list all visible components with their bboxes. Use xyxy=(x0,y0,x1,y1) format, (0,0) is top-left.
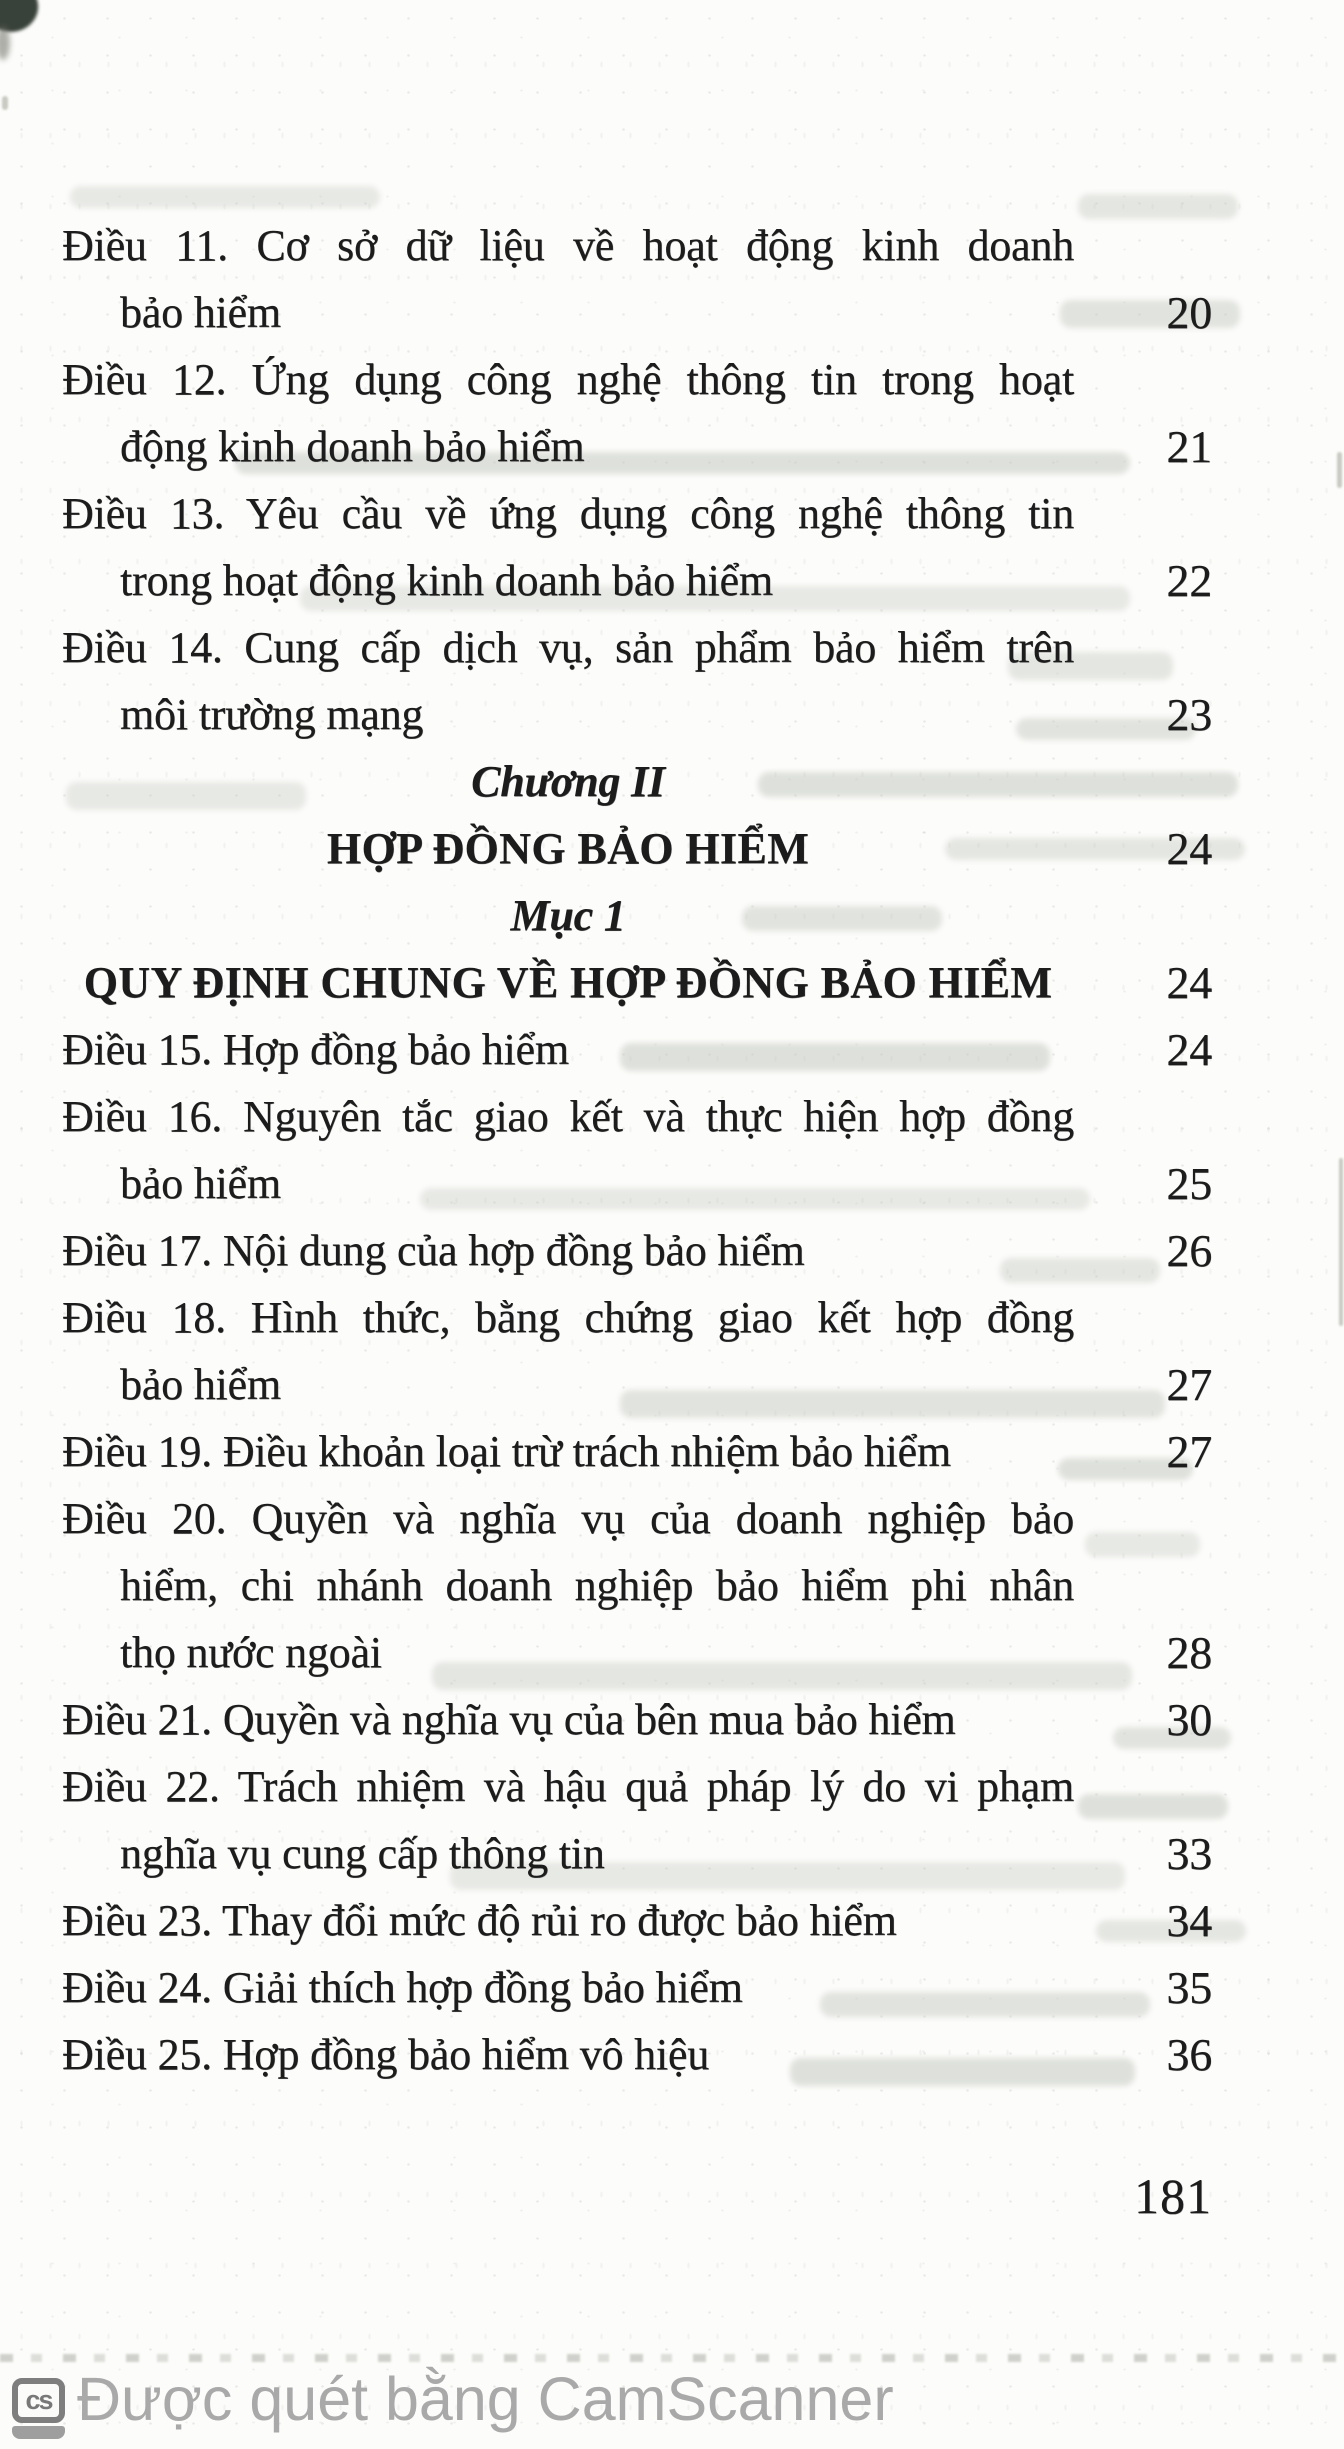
toc-entry-text: hiểm, chi nhánh doanh nghiệp bảo hiểm phi nhân xyxy=(120,1561,1074,1610)
toc-row xyxy=(62,1686,1212,1753)
toc-heading-row xyxy=(62,949,1212,1016)
toc-page-number: 22 xyxy=(1166,555,1212,606)
toc-row xyxy=(62,1954,1212,2021)
toc-row xyxy=(62,2021,1212,2088)
chapter-heading: HỢP ĐỒNG BẢO HIỂM xyxy=(326,824,810,873)
toc-row xyxy=(62,212,1212,279)
toc-page-number: 27 xyxy=(1166,1359,1212,1410)
toc-entry-text: Điều 15. Hợp đồng bảo hiểm xyxy=(62,1025,569,1074)
toc-row xyxy=(62,346,1212,413)
toc-page-number: 36 xyxy=(1166,2029,1212,2080)
page-edge-mark xyxy=(1339,1158,1343,1326)
toc-page-number: 34 xyxy=(1166,1895,1212,1946)
toc-entry-text: thọ nước ngoài xyxy=(120,1628,382,1677)
toc-chapter-label-row xyxy=(62,882,1212,949)
toc-entry-text: Điều 17. Nội dung của hợp đồng bảo hiểm xyxy=(62,1226,805,1275)
toc-entry-text: bảo hiểm xyxy=(120,1360,281,1409)
toc-entry-text: Mục 1 xyxy=(510,891,626,940)
toc-row xyxy=(62,1217,1212,1284)
page-edge-mark xyxy=(1337,452,1342,488)
watermark-text: Được quét bằng CamScanner xyxy=(77,2365,894,2433)
noise-band xyxy=(0,2354,1344,2362)
toc-row xyxy=(62,681,1212,748)
page-edge-mark xyxy=(2,96,8,110)
toc-entry-text: Điều 20. Quyền và nghĩa vụ của doanh nghiệp bảo xyxy=(62,1494,1074,1543)
toc-entry-text: Điều 21. Quyền và nghĩa vụ của bên mua bảo hiểm xyxy=(62,1695,956,1744)
toc-row xyxy=(62,1753,1212,1820)
cs-icon-base-bar xyxy=(12,2426,65,2439)
toc-page-number: 20 xyxy=(1166,287,1212,338)
toc-row xyxy=(62,1083,1212,1150)
toc-row xyxy=(62,279,1212,346)
toc-entry-text: bảo hiểm xyxy=(120,1159,281,1208)
toc-entry-text: môi trường mạng xyxy=(120,690,424,739)
toc-page-number: 28 xyxy=(1166,1627,1212,1678)
toc-entry-text: Điều 25. Hợp đồng bảo hiểm vô hiệu xyxy=(62,2030,710,2079)
toc-page-number: 24 xyxy=(1166,1024,1212,1075)
toc-row xyxy=(62,1418,1212,1485)
toc-row xyxy=(62,1485,1212,1552)
toc-row xyxy=(62,1150,1212,1217)
toc-entry-text: bảo hiểm xyxy=(120,288,281,337)
toc-page-number: 33 xyxy=(1166,1828,1212,1879)
toc-row xyxy=(62,547,1212,614)
camscanner-watermark xyxy=(12,2365,894,2439)
toc-page-number: 24 xyxy=(1166,823,1212,874)
toc-page-number: 25 xyxy=(1166,1158,1212,1209)
toc-page-number: 30 xyxy=(1166,1694,1212,1745)
toc-row xyxy=(62,1284,1212,1351)
toc-entry-text: Điều 13. Yêu cầu về ứng dụng công nghệ thông tin xyxy=(62,489,1074,538)
toc-page-number: 24 xyxy=(1166,957,1212,1008)
toc-chapter-label-row xyxy=(62,748,1212,815)
toc-entry-text: Điều 14. Cung cấp dịch vụ, sản phẩm bảo hiểm trên xyxy=(62,623,1074,672)
toc-page-number: 27 xyxy=(1166,1426,1212,1477)
toc-row xyxy=(62,1351,1212,1418)
toc-row xyxy=(62,413,1212,480)
camscanner-cs-icon xyxy=(12,2378,65,2439)
toc-entry-text: Điều 18. Hình thức, bằng chứng giao kết hợp đồng xyxy=(62,1293,1074,1342)
toc-row xyxy=(62,1887,1212,1954)
bleedthrough-line xyxy=(70,186,380,208)
toc-row xyxy=(62,1619,1212,1686)
toc-entry-text: Điều 16. Nguyên tắc giao kết và thực hiện hợp đồng xyxy=(62,1092,1074,1141)
cs-icon-label: cs xyxy=(12,2378,65,2423)
toc-entry-text: trong hoạt động kinh doanh bảo hiểm xyxy=(120,556,773,605)
toc-entry-text: Điều 24. Giải thích hợp đồng bảo hiểm xyxy=(62,1963,743,2012)
toc-entry-text: Điều 22. Trách nhiệm và hậu quả pháp lý do vi phạm xyxy=(62,1762,1074,1811)
chapter-heading: QUY ĐỊNH CHUNG VỀ HỢP ĐỒNG BẢO HIỂM xyxy=(83,958,1053,1007)
toc-row xyxy=(62,1552,1212,1619)
toc-row xyxy=(62,614,1212,681)
toc-row xyxy=(62,480,1212,547)
toc-page-number: 23 xyxy=(1166,689,1212,740)
toc-page-number: 21 xyxy=(1166,421,1212,472)
toc-entry-text: nghĩa vụ cung cấp thông tin xyxy=(120,1829,605,1878)
toc-entry-text: Chương II xyxy=(471,757,665,806)
toc-entry-text: Điều 23. Thay đổi mức độ rủi ro được bảo hiểm xyxy=(62,1896,897,1945)
toc-heading-row xyxy=(62,815,1212,882)
toc-entry-text: Điều 19. Điều khoản loại trừ trách nhiệm bảo hiểm xyxy=(62,1427,951,1476)
toc-page-number: 26 xyxy=(1166,1225,1212,1276)
toc-entry-text: Điều 11. Cơ sở dữ liệu về hoạt động kinh doanh xyxy=(62,221,1074,270)
toc-row xyxy=(62,1016,1212,1083)
toc-entry-text: động kinh doanh bảo hiểm xyxy=(120,422,585,471)
table-of-contents xyxy=(62,212,1212,2088)
toc-entry-text: Điều 12. Ứng dụng công nghệ thông tin trong hoạt xyxy=(62,355,1074,404)
toc-page-number: 35 xyxy=(1166,1962,1212,2013)
printed-page-number: 181 xyxy=(1134,2168,1212,2224)
toc-row xyxy=(62,1820,1212,1887)
